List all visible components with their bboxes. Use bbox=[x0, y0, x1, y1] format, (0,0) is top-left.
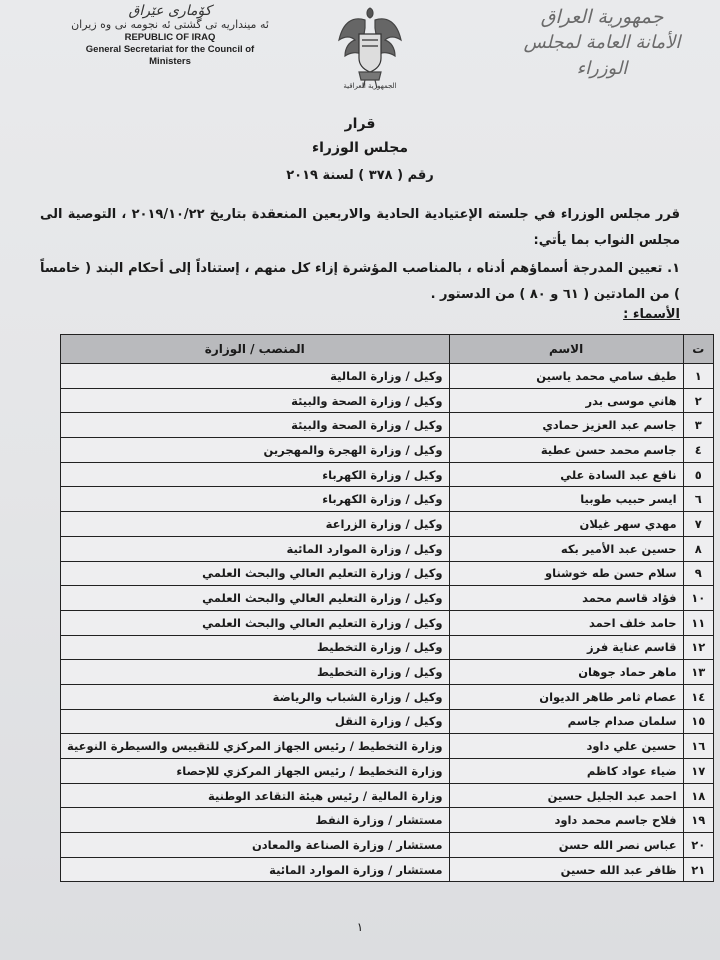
row-number: ٢١ bbox=[683, 857, 713, 882]
header-english-subtitle: General Secretariat for the Council of Ministers bbox=[85, 44, 255, 67]
table-row bbox=[61, 561, 714, 586]
intro-paragraph: قرر مجلس الوزراء في جلسته الإعتيادية الحادية والاربعين المنعقدة بتاريخ ٢٠١٩/١٠/٢٢ ، التوصية الى مجلس النواب بما يأتي: bbox=[40, 207, 680, 248]
row-position: وكيل / وزارة المالية bbox=[61, 364, 450, 389]
row-number: ١٤ bbox=[683, 684, 713, 709]
table-row bbox=[61, 808, 714, 833]
row-name: طيف سامي محمد ياسين bbox=[449, 364, 683, 389]
table-row bbox=[61, 610, 714, 635]
page-number: ١ bbox=[356, 920, 364, 934]
row-name: ايسر حبيب طوبيا bbox=[449, 487, 683, 512]
header-position: المنصب / الوزارة bbox=[61, 335, 450, 364]
row-position: وزارة المالية / رئيس هيئة التقاعد الوطنية bbox=[61, 783, 450, 808]
row-position: وكيل / وزارة التخطيط bbox=[61, 635, 450, 660]
row-name: نافع عبد السادة علي bbox=[449, 462, 683, 487]
row-position: وكيل / وزارة التعليم العالي والبحث العلمي bbox=[61, 561, 450, 586]
row-number: ٩ bbox=[683, 561, 713, 586]
table-header-row bbox=[61, 335, 714, 364]
decision-number: رقم ( ٣٧٨ ) لسنة ٢٠١٩ bbox=[286, 168, 434, 183]
row-name: ماهر حماد جوهان bbox=[449, 660, 683, 685]
row-number: ١٩ bbox=[683, 808, 713, 833]
row-name: حسين علي داود bbox=[449, 734, 683, 759]
row-number: ١١ bbox=[683, 610, 713, 635]
row-number: ١٣ bbox=[683, 660, 713, 685]
table-row bbox=[61, 536, 714, 561]
row-number: ١٦ bbox=[683, 734, 713, 759]
row-name: فلاح جاسم محمد داود bbox=[449, 808, 683, 833]
row-name: حامد خلف احمد bbox=[449, 610, 683, 635]
table-row bbox=[61, 684, 714, 709]
names-label: الأسماء : bbox=[623, 307, 680, 322]
appointments-table bbox=[60, 334, 714, 882]
row-position: وكيل / وزارة التعليم العالي والبحث العلمي bbox=[61, 586, 450, 611]
row-position: وزارة التخطيط / رئيس الجهاز المركزي للتقييس والسيطرة النوعية bbox=[61, 734, 450, 759]
table-row bbox=[61, 783, 714, 808]
iraq-eagle-emblem-icon bbox=[335, 0, 405, 95]
header-kurdish-title: كۆماری عێراق bbox=[128, 3, 212, 19]
row-number: ٨ bbox=[683, 536, 713, 561]
row-position: وكيل / وزارة الكهرباء bbox=[61, 487, 450, 512]
table-row bbox=[61, 413, 714, 438]
row-position: مستشار / وزارة النفط bbox=[61, 808, 450, 833]
row-name: عباس نصر الله حسن bbox=[449, 833, 683, 858]
row-number: ٧ bbox=[683, 512, 713, 537]
row-name: عصام ثامر طاهر الديوان bbox=[449, 684, 683, 709]
row-position: وزارة التخطيط / رئيس الجهاز المركزي للإحصاء bbox=[61, 759, 450, 784]
row-number: ١٠ bbox=[683, 586, 713, 611]
table-row bbox=[61, 734, 714, 759]
emblem-caption: الجمهورية العراقية bbox=[343, 82, 397, 90]
row-name: مهدي سهر غيلان bbox=[449, 512, 683, 537]
row-position: وكيل / وزارة الموارد المائية bbox=[61, 536, 450, 561]
row-name: ضياء عواد كاظم bbox=[449, 759, 683, 784]
row-number: ١٥ bbox=[683, 709, 713, 734]
row-name: فؤاد قاسم محمد bbox=[449, 586, 683, 611]
row-position: وكيل / وزارة الكهرباء bbox=[61, 462, 450, 487]
row-position: مستشار / وزارة الصناعة والمعادن bbox=[61, 833, 450, 858]
row-number: ١ bbox=[683, 364, 713, 389]
table-row bbox=[61, 487, 714, 512]
row-name: احمد عبد الجليل حسين bbox=[449, 783, 683, 808]
header-right bbox=[512, 4, 692, 82]
row-position: وكيل / وزارة الصحة والبيئة bbox=[61, 413, 450, 438]
row-number: ١٧ bbox=[683, 759, 713, 784]
row-name: جاسم محمد حسن عطية bbox=[449, 438, 683, 463]
row-name: جاسم عبد العزيز حمادي bbox=[449, 413, 683, 438]
council-title: مجلس الوزراء bbox=[311, 140, 409, 156]
row-name: هاني موسى بدر bbox=[449, 388, 683, 413]
header-arabic-title: جمهورية العراق bbox=[540, 6, 664, 28]
table-row bbox=[61, 833, 714, 858]
row-number: ٢ bbox=[683, 388, 713, 413]
row-position: وكيل / وزارة التعليم العالي والبحث العلمي bbox=[61, 610, 450, 635]
row-position: وكيل / وزارة الهجرة والمهجرين bbox=[61, 438, 450, 463]
header-name: الاسم bbox=[449, 335, 683, 364]
header-english-title: REPUBLIC OF IRAQ bbox=[124, 32, 216, 43]
decision-title: قرار bbox=[344, 116, 376, 132]
row-position: وكيل / وزارة النقل bbox=[61, 709, 450, 734]
header-left bbox=[70, 4, 270, 68]
row-number: ٣ bbox=[683, 413, 713, 438]
table-row bbox=[61, 635, 714, 660]
row-name: حسين عبد الأمير بكه bbox=[449, 536, 683, 561]
table-row bbox=[61, 388, 714, 413]
row-name: ظافر عبد الله حسين bbox=[449, 857, 683, 882]
row-number: ٦ bbox=[683, 487, 713, 512]
row-name: سلام حسن طه خوشناو bbox=[449, 561, 683, 586]
table-row bbox=[61, 586, 714, 611]
table-row bbox=[61, 364, 714, 389]
table-row bbox=[61, 462, 714, 487]
row-position: مستشار / وزارة الموارد المائية bbox=[61, 857, 450, 882]
row-position: وكيل / وزارة الصحة والبيئة bbox=[61, 388, 450, 413]
row-position: وكيل / وزارة الزراعة bbox=[61, 512, 450, 537]
row-position: وكيل / وزارة الشباب والرياضة bbox=[61, 684, 450, 709]
header-arabic-subtitle: الأمانة العامة لمجلس الوزراء bbox=[523, 32, 681, 79]
row-number: ٢٠ bbox=[683, 833, 713, 858]
row-position: وكيل / وزارة التخطيط bbox=[61, 660, 450, 685]
row-name: قاسم عناية فرز bbox=[449, 635, 683, 660]
row-number: ٤ bbox=[683, 438, 713, 463]
table-row bbox=[61, 857, 714, 882]
row-number: ٥ bbox=[683, 462, 713, 487]
header-number: ت bbox=[683, 335, 713, 364]
row-number: ١٨ bbox=[683, 783, 713, 808]
table-row bbox=[61, 709, 714, 734]
table-row bbox=[61, 759, 714, 784]
row-number: ١٢ bbox=[683, 635, 713, 660]
header-kurdish-subtitle: ئه مینداریه تی گشتی ئه نجومه نی وه زیران bbox=[71, 18, 269, 31]
table-row bbox=[61, 438, 714, 463]
table-row bbox=[61, 660, 714, 685]
item-one-paragraph: ١. تعيين المدرجة أسماؤهم أدناه ، بالمناصب المؤشرة إزاء كل منهم ، إستناداً إلى أحكام البند ( خامساً ) من المادتين ( ٦١ و ٨٠ ) من الدستور . bbox=[40, 261, 680, 302]
row-name: سلمان صدام جاسم bbox=[449, 709, 683, 734]
table-row bbox=[61, 512, 714, 537]
